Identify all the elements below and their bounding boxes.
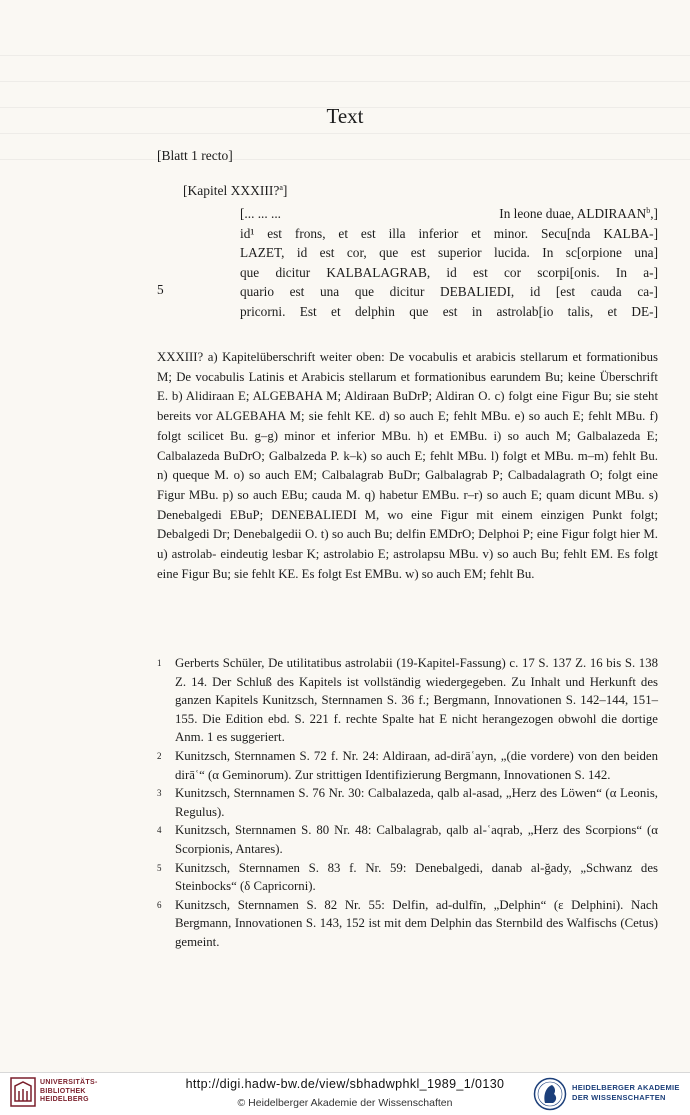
chapter-label: [Kapitel XXXIII?$^a$] (183, 183, 288, 198)
footnote: 5 Kunitzsch, Sternnamen S. 83 f. Nr. 59: Denebalgedi, danab al-ğady, „Schwanz des Steinbocks“ (δ Capricorni). (157, 860, 658, 894)
edition-line-2: id¹ est frons, et est illa inferior et minor. Secu[nda KALBA-] (240, 225, 658, 241)
folio-label: [Blatt 1 recto] (157, 148, 233, 163)
edition-text (240, 204, 658, 321)
footnotes (157, 654, 658, 952)
page-title: Text (326, 104, 364, 128)
footnote: 1 Gerberts Schüler, De utilitatibus astrolabii (19-Kapitel-Fassung) c. 17 S. 137 Z. 16 bis S. 138 Z. 14. Der Schluß des Kapitels ist vollständig wiedergegeben. Zu Inhalt und Herkunft des ganzen Kapitels Kunitzsch, Sternnamen S. 36 f.; Bergmann, Innovationen S. 142–144, 151–155. Die Edition ebd. S. 221 f. rechte Spalte hat E nicht herangezogen obwohl die dortige Anm. 1 es suggeriert. (157, 656, 658, 745)
footnote: 4 Kunitzsch, Sternnamen S. 80 Nr. 48: Calbalagrab, qalb al-ʿaqrab, „Herz des Scorpions“ (α Scorpionis, Antares). (157, 823, 658, 856)
footnote: 6 Kunitzsch, Sternnamen S. 82 Nr. 55: Delfin, ad-dulfīn, „Delphin“ (ε Delphini). Nach Bergmann, Innovationen S. 143, 152 ist mit dem Delphin das Sternbild des Walfischs (Cetus) gemeint. (157, 897, 658, 949)
library-logo: UNIVERSITÄTS- BIBLIOTHEK HEIDELBERG (40, 1079, 98, 1103)
edition-line-6: pricorni. Est et delphin que est in astrolab[io talis, et DE-] (240, 303, 658, 319)
line-number: 5 (157, 282, 164, 297)
footnote: 3 Kunitzsch, Sternnamen S. 76 Nr. 30: Calbalazeda, qalb al-asad, „Herz des Löwen“ (α Leonis, Regulus). (157, 786, 658, 819)
footnote: 2 Kunitzsch, Sternnamen S. 72 f. Nr. 24: Aldiraan, ad-dirāʿayn, „(die vordere) von den beiden dirāʿ“ (α Geminorum). Zur strittigen Identifizierung Bergmann, Innovationen S. 142. (157, 748, 658, 782)
academy-logo: HEIDELBERGER AKADEMIE DER WISSENSCHAFTEN (572, 1083, 680, 1102)
edition-line-1: [... ... ... In leone duae, ALDIRAAN$^b$,] (240, 206, 658, 221)
edition-line-4: que dicitur KALBALAGRAB, id est cor scorpi[onis. In a-] (240, 264, 658, 280)
academy-logo-icon (533, 1077, 567, 1111)
footer-bar (0, 1072, 690, 1115)
copyright: © Heidelberger Akademie der Wissenschaften (237, 1097, 453, 1109)
edition-line-3: LAZET, id est cor, que est superior lucida. In sc[orpione una] (240, 245, 658, 260)
critical-apparatus: XXXIII? a) Kapitelüberschrift weiter oben: De vocabulis et arabicis stellarum et formationibus M; De vocabulis Latinis et Arabicis stellarum et formationibus earundem Bu; keine Überschrift E. b) Alidiraan E; ALGEBAHA M; Aldiraan BuDrP; Aldiran O. c) folgt eine Figur Bu; sie steht bereits vor ALGEBAHA M; sie fehlt KE. d) so auch E; fehlt MBu. e) so auch E; fehlt MBu. f) folgt scilicet Bu. g–g) minor et inferior MBu. h) et EMBu. i) so auch M; Galbalazeda E; Calbalazeda BuDrO; Galbalzeda P. k–k) so auch E; fehlt MBu. l) folgt et MBu. m–m) fehlt Bu. n) queque M. o) so auch EM; Calbalagrab BuDr; Galbalagrab P; Calbadalagrath O; folgt eine Figur MBu. p) so auch EBu; cauda M. q) habetur EMBu. r–r) so auch E; quam dicunt MBu. s) Denebalgedi EBuP; DENEBALIEDI M, wo eine Figur mit einem einzigen Punkt folgt; Debalgedi Dr; Denebalgedii O. t) so auch Bu; delfin EMDrO; Delphoi P; eine Figur folgt hier M. u) astrolab- eindeutig lesbar K; astrolabio E; astrolapsu MBu. v) so auch Bu; fehlt EM. Es folgt eine Figur Bu; sie fehlt KE. Es folgt Est EMBu. w) so auch EM; fehlt Bu. (157, 350, 658, 581)
edition-line-5: quario est una que dicitur DEBALIEDI, id [est cauda ca-] (240, 284, 658, 299)
permalink[interactable]: http://digi.hadw-bw.de/view/sbhadwphkl_1989_1/0130 (185, 1077, 505, 1091)
